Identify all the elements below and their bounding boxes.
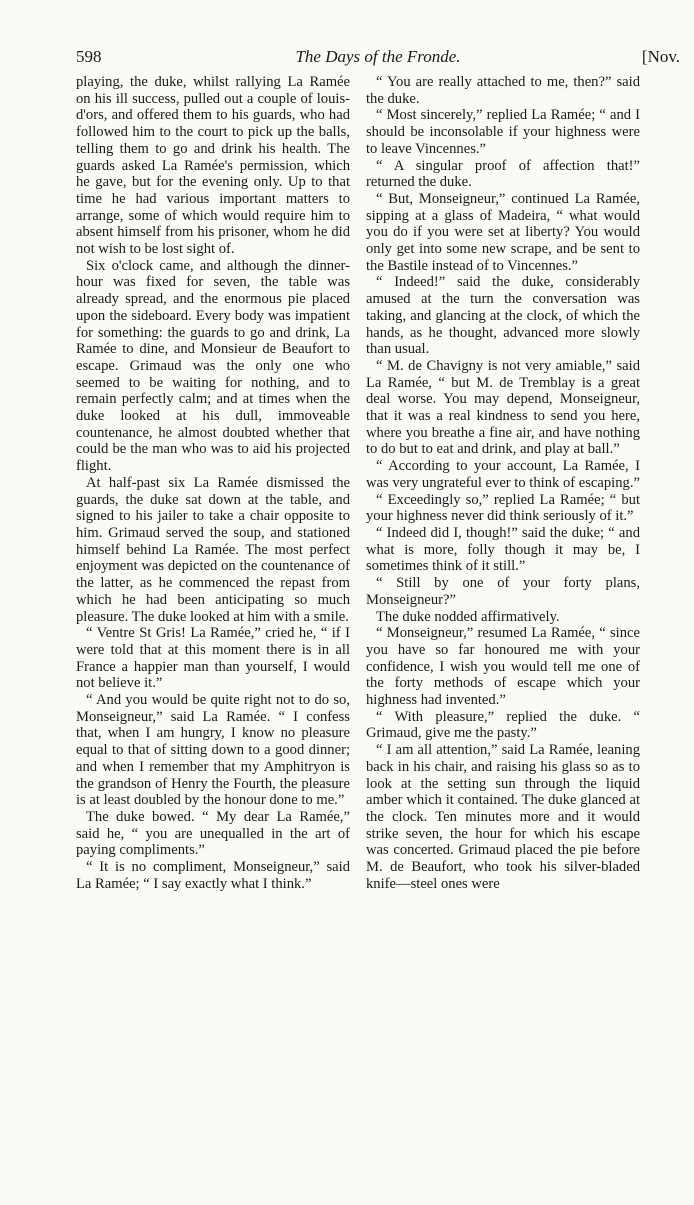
paragraph: “ I am all attention,” said La Ramée, leaning back in his chair, and raising his glass so as to look at the setting sun through the liquid amber which it contained. The duke glanced at the clock. Ten minutes more and it would strike seven, the hour for which his escape was concerted. Grimaud placed the pie before M. de Beaufort, who took his silver-bladed knife—steel ones were [366, 742, 640, 892]
paragraph: “ And you would be quite right not to do so, Monseigneur,” said La Ramée. “ I confess that, when I am hungry, I know no pleasure equal to that of sitting down to a good dinner; and when I remember that my Amphitryon is the grandson of Henry the Fourth, the pleasure is at least doubled by the honour done to me.” [76, 692, 350, 809]
paragraph: “ But, Monseigneur,” continued La Ramée, sipping at a glass of Madeira, “ what would you do if you were set at liberty? You would only get into some new scrape, and be sent to the Bastile instead of to Vincennes.” [366, 190, 640, 274]
paragraph: Six o'clock came, and although the dinner-hour was fixed for seven, the table was already spread, and the enormous pie placed upon the sideboard. Every body was impatient for something: the guards to go and drink, La Ramée to dine, and Monsieur de Beaufort to escape. Grimaud was the only one who seemed to be waiting for nothing, and to remain perfectly calm; and at times when the duke looked at his dull, immoveable countenance, he almost doubted whether that could be the man who was to aid his projected flight. [76, 257, 350, 475]
paragraph: “ You are really attached to me, then?” said the duke. [366, 74, 640, 107]
paragraph: The duke bowed. “ My dear La Ramée,” said he, “ you are unequalled in the art of paying compliments.” [76, 808, 350, 859]
paragraph: “ According to your account, La Ramée, I was very ungrateful ever to think of escaping.” [366, 458, 640, 491]
paragraph: The duke nodded affirmatively. [376, 608, 560, 625]
page-number: 598 [76, 47, 102, 66]
left-column [76, 74, 350, 892]
paragraph: “ Ventre St Gris! La Ramée,” cried he, “ if I were told that at this moment there is in all France a happier man than yourself, I would not believe it.” [76, 625, 350, 692]
paragraph: playing, the duke, whilst rallying La Ramée on his ill success, pulled out a couple of louis-d'ors, and offered them to his guards, who had followed him to the court to pick up the balls, telling them to go and drink his health. The guards asked La Ramée's permission, which he gave, but for the evening only. Up to that time he had various important matters to arrange, some of which would require him to absent himself from his prisoner, whom he did not wish to be lost sight of. [76, 74, 350, 258]
paragraph: “ M. de Chavigny is not very amiable,” said La Ramée, “ but M. de Tremblay is a great deal worse. You may depend, Monseigneur, that it was a real kindness to send you here, where you breathe a fine air, and have nothing to do but to eat and drink, and play at ball.” [366, 357, 640, 458]
right-column [366, 74, 640, 892]
paragraph: “ Exceedingly so,” replied La Ramée; “ but your highness never did think seriously of it.” [366, 491, 640, 525]
paragraph: “ Indeed did I, though!” said the duke; “ and what is more, folly though it may be, I sometimes think of it still.” [366, 524, 640, 575]
page-header [76, 44, 680, 70]
paragraph: “ Indeed!” said the duke, considerably amused at the turn the conversation was taking, and glancing at the clock, of which the hands, as he thought, advanced more slowly than usual. [366, 274, 640, 358]
month-marker: [Nov. [641, 47, 680, 66]
paragraph: “ It is no compliment, Monseigneur,” said La Ramée; “ I say exactly what I think.” [76, 859, 350, 892]
paragraph: “ Monseigneur,” resumed La Ramée, “ since you have so far honoured me with your confidence, I wish you would tell me one of the forty methods of escape which your highness had invented.” [366, 625, 640, 709]
paragraph: “ Most sincerely,” replied La Ramée; “ and I should be inconsolable if your highness were to leave Vincennes.” [366, 107, 640, 157]
paragraph: At half-past six La Ramée dismissed the guards, the duke sat down at the table, and signed to his jailer to take a chair opposite to him. Grimaud served the soup, and stationed himself behind La Ramée. The most perfect enjoyment was depicted on the countenance of the latter, as he commenced the repast from which he had been anticipating so much pleasure. The duke looked at him with a smile. [76, 474, 350, 625]
running-title: The Days of the Fronde. [295, 47, 461, 66]
paragraph: “ Still by one of your forty plans, Monseigneur?” [366, 575, 640, 608]
paragraph: “ A singular proof of affection that!” returned the duke. [366, 157, 640, 191]
paragraph: “ With pleasure,” replied the duke. “ Grimaud, give me the pasty.” [366, 708, 640, 742]
